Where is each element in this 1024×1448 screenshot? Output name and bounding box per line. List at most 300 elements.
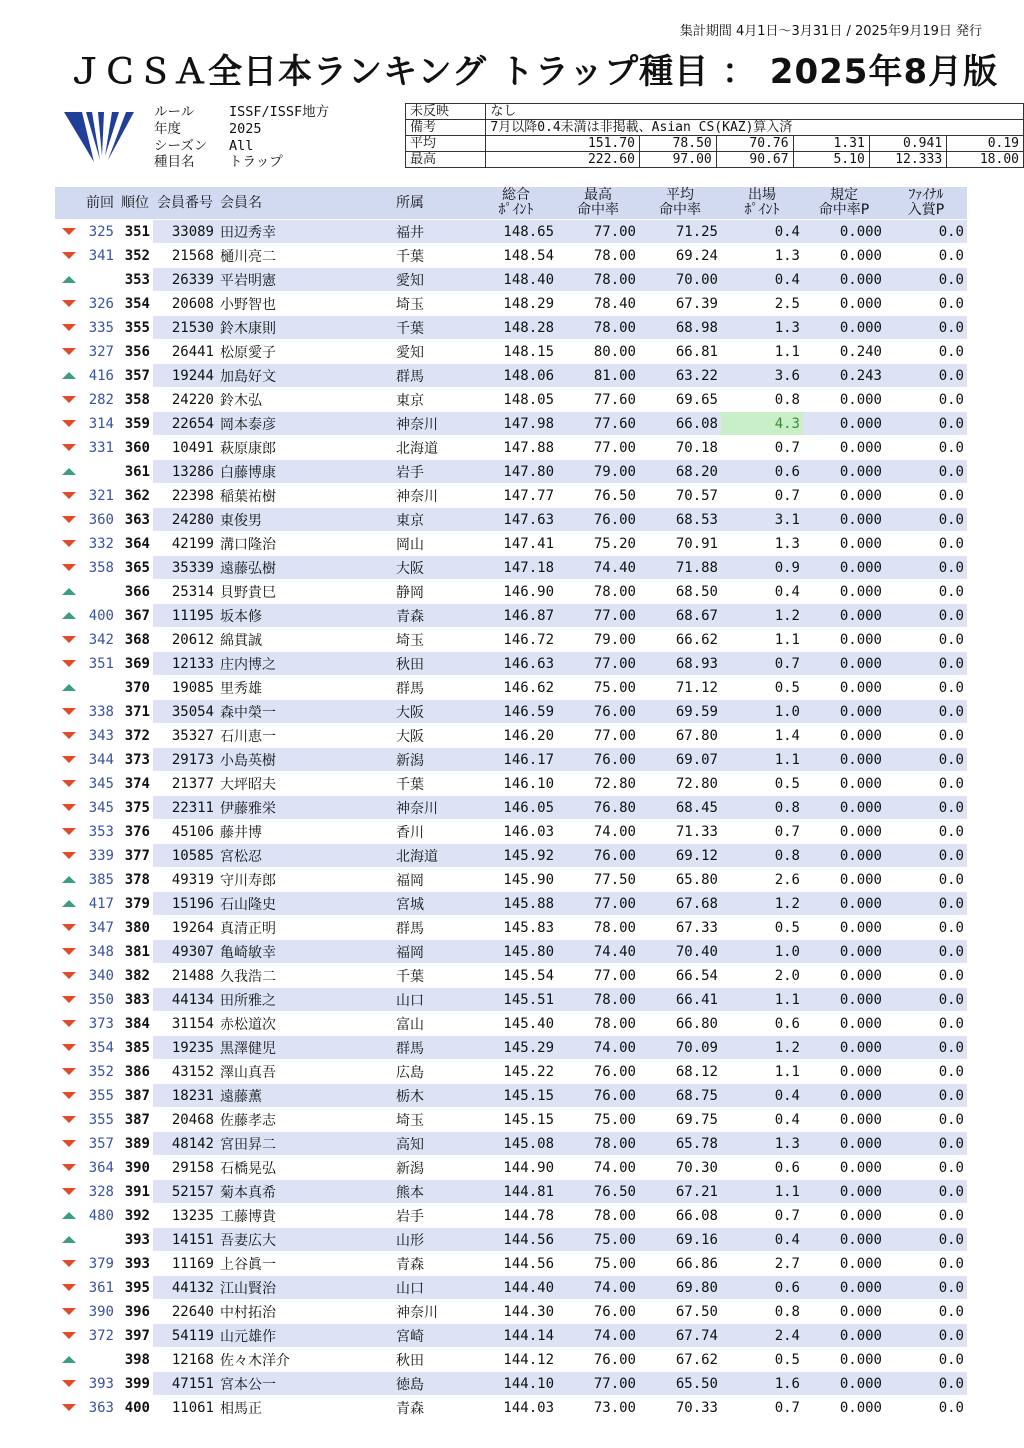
- prev-rank: [83, 460, 117, 484]
- entry-points: 1.0: [721, 940, 803, 964]
- prev-rank: 373: [83, 1012, 117, 1036]
- best-rate: 81.00: [557, 364, 639, 388]
- member-name: 江山賢治: [217, 1276, 393, 1300]
- best-rate: 72.80: [557, 772, 639, 796]
- member-name: 澤山真吾: [217, 1060, 393, 1084]
- rank: 373: [117, 748, 153, 772]
- prefecture: 埼玉: [393, 292, 475, 316]
- max-value: 222.60: [486, 152, 640, 168]
- member-id: 33089: [153, 220, 217, 244]
- prev-rank: 340: [83, 964, 117, 988]
- rank: 395: [117, 1276, 153, 1300]
- final-points: 0.0: [885, 724, 967, 748]
- prev-rank: [83, 268, 117, 292]
- final-points: 0.0: [885, 1348, 967, 1372]
- avg-rate: 67.74: [639, 1324, 721, 1348]
- table-row: [55, 1036, 967, 1060]
- final-points: 0.0: [885, 1060, 967, 1084]
- avg-rate: 69.24: [639, 244, 721, 268]
- trend-down-icon: [55, 1060, 83, 1084]
- entry-points: 2.0: [721, 964, 803, 988]
- standard-rate-points: 0.000: [803, 268, 885, 292]
- prev-rank: 345: [83, 772, 117, 796]
- rank: 366: [117, 580, 153, 604]
- member-id: 35054: [153, 700, 217, 724]
- prev-rank: 339: [83, 844, 117, 868]
- col-name: 会員名: [217, 187, 393, 220]
- avg-value: 151.70: [486, 136, 640, 152]
- standard-rate-points: 0.000: [803, 244, 885, 268]
- total-points: 146.63: [475, 652, 557, 676]
- meta-key: 年度: [154, 120, 181, 137]
- member-id: 11169: [153, 1252, 217, 1276]
- member-name: 坂本修: [217, 604, 393, 628]
- table-row: [55, 532, 967, 556]
- standard-rate-points: 0.000: [803, 1372, 885, 1396]
- trend-down-icon: [55, 316, 83, 340]
- trend-down-icon: [55, 844, 83, 868]
- best-rate: 79.00: [557, 628, 639, 652]
- max-value: 90.67: [716, 152, 793, 168]
- table-row: [55, 1300, 967, 1324]
- total-points: 144.78: [475, 1204, 557, 1228]
- table-row: [55, 868, 967, 892]
- entry-points: 0.8: [721, 1300, 803, 1324]
- member-name: 大坪昭夫: [217, 772, 393, 796]
- rank: 367: [117, 604, 153, 628]
- prefecture: 静岡: [393, 580, 475, 604]
- rank: 398: [117, 1348, 153, 1372]
- final-points: 0.0: [885, 1012, 967, 1036]
- best-rate: 77.60: [557, 412, 639, 436]
- meta-value: All: [229, 137, 254, 154]
- total-points: 146.59: [475, 700, 557, 724]
- total-points: 148.65: [475, 220, 557, 244]
- rank: 368: [117, 628, 153, 652]
- prefecture: 富山: [393, 1012, 475, 1036]
- member-name: 平岩明憲: [217, 268, 393, 292]
- trend-down-icon: [55, 964, 83, 988]
- best-rate: 77.00: [557, 724, 639, 748]
- rank: 355: [117, 316, 153, 340]
- member-id: 21530: [153, 316, 217, 340]
- final-points: 0.0: [885, 1372, 967, 1396]
- standard-rate-points: 0.000: [803, 916, 885, 940]
- final-points: 0.0: [885, 436, 967, 460]
- col-prev: 前回: [83, 187, 117, 220]
- prev-rank: 338: [83, 700, 117, 724]
- member-id: 22654: [153, 412, 217, 436]
- final-points: 0.0: [885, 1396, 967, 1420]
- member-id: 49319: [153, 868, 217, 892]
- best-rate: 74.00: [557, 1156, 639, 1180]
- trend-down-icon: [55, 1036, 83, 1060]
- member-name: 森中榮一: [217, 700, 393, 724]
- entry-points: 2.7: [721, 1252, 803, 1276]
- prev-rank: 351: [83, 652, 117, 676]
- member-id: 29173: [153, 748, 217, 772]
- avg-rate: 69.59: [639, 700, 721, 724]
- entry-points: 1.3: [721, 316, 803, 340]
- final-points: 0.0: [885, 1300, 967, 1324]
- member-id: 21377: [153, 772, 217, 796]
- member-id: 48142: [153, 1132, 217, 1156]
- best-rate: 74.00: [557, 1276, 639, 1300]
- best-rate: 78.00: [557, 580, 639, 604]
- avg-value: 0.19: [947, 136, 1024, 152]
- member-name: 石川恵一: [217, 724, 393, 748]
- best-rate: 78.00: [557, 268, 639, 292]
- trend-down-icon: [55, 1252, 83, 1276]
- prefecture: 東京: [393, 508, 475, 532]
- avg-rate: 69.75: [639, 1108, 721, 1132]
- best-rate: 76.00: [557, 508, 639, 532]
- standard-rate-points: 0.000: [803, 1060, 885, 1084]
- final-points: 0.0: [885, 772, 967, 796]
- entry-points: 0.7: [721, 820, 803, 844]
- member-name: 加島好文: [217, 364, 393, 388]
- member-name: 中村拓治: [217, 1300, 393, 1324]
- meta-row: [154, 121, 329, 138]
- entry-points: 4.3: [721, 412, 803, 436]
- prev-rank: 355: [83, 1084, 117, 1108]
- standard-rate-points: 0.000: [803, 652, 885, 676]
- member-id: 35327: [153, 724, 217, 748]
- total-points: 145.08: [475, 1132, 557, 1156]
- final-points: 0.0: [885, 1156, 967, 1180]
- total-points: 145.80: [475, 940, 557, 964]
- member-id: 18231: [153, 1084, 217, 1108]
- final-points: 0.0: [885, 868, 967, 892]
- prefecture: 宮城: [393, 892, 475, 916]
- member-id: 12133: [153, 652, 217, 676]
- prefecture: 愛知: [393, 340, 475, 364]
- prev-rank: 417: [83, 892, 117, 916]
- trend-down-icon: [55, 244, 83, 268]
- trend-down-icon: [55, 1276, 83, 1300]
- total-points: 145.88: [475, 892, 557, 916]
- trend-down-icon: [55, 724, 83, 748]
- standard-rate-points: 0.000: [803, 1084, 885, 1108]
- rank: 397: [117, 1324, 153, 1348]
- prefecture: 北海道: [393, 436, 475, 460]
- meta-key: シーズン: [154, 137, 208, 154]
- standard-rate-points: 0.000: [803, 772, 885, 796]
- total-points: 148.28: [475, 316, 557, 340]
- final-points: 0.0: [885, 1324, 967, 1348]
- member-id: 15196: [153, 892, 217, 916]
- table-row: [55, 1060, 967, 1084]
- standard-rate-points: 0.000: [803, 700, 885, 724]
- table-row: [55, 1228, 967, 1252]
- total-points: 145.90: [475, 868, 557, 892]
- table-row: [55, 964, 967, 988]
- prev-rank: 361: [83, 1276, 117, 1300]
- member-name: 宮田昇二: [217, 1132, 393, 1156]
- prev-rank: 354: [83, 1036, 117, 1060]
- final-points: 0.0: [885, 1108, 967, 1132]
- prev-rank: 350: [83, 988, 117, 1012]
- table-row: [55, 1156, 967, 1180]
- member-id: 25314: [153, 580, 217, 604]
- final-points: 0.0: [885, 604, 967, 628]
- trend-down-icon: [55, 412, 83, 436]
- trend-up-icon: [55, 604, 83, 628]
- best-rate: 78.40: [557, 292, 639, 316]
- entry-points: 0.7: [721, 1396, 803, 1420]
- col-trend: [55, 187, 83, 220]
- best-rate: 73.00: [557, 1396, 639, 1420]
- final-points: 0.0: [885, 652, 967, 676]
- trend-down-icon: [55, 1324, 83, 1348]
- avg-rate: 71.33: [639, 820, 721, 844]
- standard-rate-points: 0.000: [803, 724, 885, 748]
- avg-rate: 70.30: [639, 1156, 721, 1180]
- entry-points: 1.3: [721, 244, 803, 268]
- avg-rate: 66.86: [639, 1252, 721, 1276]
- total-points: 146.62: [475, 676, 557, 700]
- best-rate: 74.00: [557, 1324, 639, 1348]
- entry-points: 3.6: [721, 364, 803, 388]
- total-points: 145.15: [475, 1084, 557, 1108]
- final-points: 0.0: [885, 676, 967, 700]
- entry-points: 1.3: [721, 1132, 803, 1156]
- table-row: [55, 748, 967, 772]
- rank: 377: [117, 844, 153, 868]
- avg-rate: 70.00: [639, 268, 721, 292]
- trend-down-icon: [55, 748, 83, 772]
- trend-down-icon: [55, 388, 83, 412]
- avg-rate: 70.33: [639, 1396, 721, 1420]
- meta-info: [154, 104, 329, 171]
- prefecture: 群馬: [393, 676, 475, 700]
- prev-rank: 347: [83, 916, 117, 940]
- member-id: 52157: [153, 1180, 217, 1204]
- rank: 376: [117, 820, 153, 844]
- total-points: 146.87: [475, 604, 557, 628]
- best-rate: 76.00: [557, 1300, 639, 1324]
- avg-rate: 69.80: [639, 1276, 721, 1300]
- table-row: [55, 700, 967, 724]
- total-points: 146.10: [475, 772, 557, 796]
- best-rate: 75.00: [557, 676, 639, 700]
- prefecture: 徳島: [393, 1372, 475, 1396]
- prefecture: 宮崎: [393, 1324, 475, 1348]
- standard-rate-points: 0.000: [803, 1036, 885, 1060]
- total-points: 147.98: [475, 412, 557, 436]
- rank: 372: [117, 724, 153, 748]
- total-points: 144.10: [475, 1372, 557, 1396]
- jcsa-logo-icon: [62, 110, 140, 166]
- prefecture: 埼玉: [393, 628, 475, 652]
- avg-rate: 68.75: [639, 1084, 721, 1108]
- max-label: 最高: [406, 152, 486, 168]
- standard-rate-points: 0.000: [803, 556, 885, 580]
- prefecture: 群馬: [393, 916, 475, 940]
- rank: 378: [117, 868, 153, 892]
- standard-rate-points: 0.000: [803, 436, 885, 460]
- table-row: [55, 268, 967, 292]
- table-row: [55, 580, 967, 604]
- meta-value: ISSF/ISSF地方: [229, 104, 330, 120]
- prev-rank: 348: [83, 940, 117, 964]
- best-rate: 75.00: [557, 1108, 639, 1132]
- best-rate: 79.00: [557, 460, 639, 484]
- entry-points: 0.7: [721, 652, 803, 676]
- final-points: 0.0: [885, 916, 967, 940]
- avg-rate: 65.50: [639, 1372, 721, 1396]
- avg-rate: 68.67: [639, 604, 721, 628]
- member-name: 鈴木弘: [217, 388, 393, 412]
- avg-rate: 71.25: [639, 220, 721, 244]
- prev-rank: 342: [83, 628, 117, 652]
- entry-points: 0.6: [721, 1156, 803, 1180]
- meta-row: [154, 154, 329, 171]
- total-points: 148.54: [475, 244, 557, 268]
- total-points: 147.77: [475, 484, 557, 508]
- prefecture: 山口: [393, 988, 475, 1012]
- member-id: 26339: [153, 268, 217, 292]
- best-rate: 75.00: [557, 1228, 639, 1252]
- standard-rate-points: 0.000: [803, 604, 885, 628]
- member-name: 守川寿郎: [217, 868, 393, 892]
- final-points: 0.0: [885, 412, 967, 436]
- total-points: 148.29: [475, 292, 557, 316]
- prefecture: 神奈川: [393, 412, 475, 436]
- trend-down-icon: [55, 1108, 83, 1132]
- member-name: 吾妻広大: [217, 1228, 393, 1252]
- member-id: 42199: [153, 532, 217, 556]
- final-points: 0.0: [885, 748, 967, 772]
- member-name: 佐々木洋介: [217, 1348, 393, 1372]
- avg-rate: 69.07: [639, 748, 721, 772]
- total-points: 144.90: [475, 1156, 557, 1180]
- meta-value: 2025: [229, 120, 262, 137]
- member-name: 里秀雄: [217, 676, 393, 700]
- entry-points: 2.5: [721, 292, 803, 316]
- standard-rate-points: 0.000: [803, 1228, 885, 1252]
- unreflected-value: なし: [486, 104, 1024, 120]
- prev-rank: 390: [83, 1300, 117, 1324]
- best-rate: 78.00: [557, 1132, 639, 1156]
- standard-rate-points: 0.000: [803, 1108, 885, 1132]
- member-name: 遠藤薫: [217, 1084, 393, 1108]
- final-points: 0.0: [885, 844, 967, 868]
- table-row: [55, 292, 967, 316]
- best-rate: 78.00: [557, 916, 639, 940]
- best-rate: 76.00: [557, 1348, 639, 1372]
- total-points: 144.40: [475, 1276, 557, 1300]
- best-rate: 74.00: [557, 820, 639, 844]
- max-value: 5.10: [793, 152, 869, 168]
- final-points: 0.0: [885, 1252, 967, 1276]
- avg-rate: 67.62: [639, 1348, 721, 1372]
- prev-rank: 345: [83, 796, 117, 820]
- standard-rate-points: 0.000: [803, 1252, 885, 1276]
- entry-points: 1.0: [721, 700, 803, 724]
- trend-down-icon: [55, 508, 83, 532]
- avg-rate: 70.57: [639, 484, 721, 508]
- entry-points: 1.1: [721, 1060, 803, 1084]
- prefecture: 青森: [393, 1252, 475, 1276]
- standard-rate-points: 0.000: [803, 412, 885, 436]
- entry-points: 0.4: [721, 220, 803, 244]
- prefecture: 秋田: [393, 652, 475, 676]
- standard-rate-points: 0.000: [803, 388, 885, 412]
- prefecture: 青森: [393, 604, 475, 628]
- prev-rank: 352: [83, 1060, 117, 1084]
- member-id: 43152: [153, 1060, 217, 1084]
- table-row: [55, 508, 967, 532]
- avg-rate: 67.21: [639, 1180, 721, 1204]
- prefecture: 岡山: [393, 532, 475, 556]
- trend-down-icon: [55, 652, 83, 676]
- col-avg: 平均 命中率: [639, 187, 721, 220]
- best-rate: 77.00: [557, 604, 639, 628]
- member-id: 26441: [153, 340, 217, 364]
- prev-rank: [83, 580, 117, 604]
- member-id: 21568: [153, 244, 217, 268]
- rank: 353: [117, 268, 153, 292]
- standard-rate-points: 0.000: [803, 580, 885, 604]
- total-points: 145.83: [475, 916, 557, 940]
- member-name: 小島英樹: [217, 748, 393, 772]
- prev-rank: 343: [83, 724, 117, 748]
- avg-rate: 68.98: [639, 316, 721, 340]
- member-name: 遠藤弘樹: [217, 556, 393, 580]
- rank: 399: [117, 1372, 153, 1396]
- standard-rate-points: 0.000: [803, 1012, 885, 1036]
- member-id: 19264: [153, 916, 217, 940]
- entry-points: 1.3: [721, 532, 803, 556]
- max-value: 18.00: [947, 152, 1024, 168]
- standard-rate-points: 0.000: [803, 1324, 885, 1348]
- prefecture: 福井: [393, 220, 475, 244]
- rank: 362: [117, 484, 153, 508]
- avg-rate: 67.68: [639, 892, 721, 916]
- member-id: 20608: [153, 292, 217, 316]
- rank: 381: [117, 940, 153, 964]
- col-total: 総合 ﾎﾟｲﾝﾄ: [475, 187, 557, 220]
- col-best: 最高 命中率: [557, 187, 639, 220]
- avg-rate: 70.18: [639, 436, 721, 460]
- avg-rate: 70.09: [639, 1036, 721, 1060]
- final-points: 0.0: [885, 700, 967, 724]
- standard-rate-points: 0.000: [803, 1300, 885, 1324]
- final-points: 0.0: [885, 1276, 967, 1300]
- total-points: 145.22: [475, 1060, 557, 1084]
- table-row: [55, 1396, 967, 1420]
- trend-down-icon: [55, 820, 83, 844]
- entry-points: 1.1: [721, 988, 803, 1012]
- member-id: 22640: [153, 1300, 217, 1324]
- rank: 383: [117, 988, 153, 1012]
- member-id: 12168: [153, 1348, 217, 1372]
- trend-up-icon: [55, 676, 83, 700]
- trend-up-icon: [55, 460, 83, 484]
- prefecture: 岩手: [393, 460, 475, 484]
- table-row: [55, 844, 967, 868]
- prefecture: 千葉: [393, 316, 475, 340]
- standard-rate-points: 0.000: [803, 292, 885, 316]
- best-rate: 77.00: [557, 964, 639, 988]
- avg-rate: 66.81: [639, 340, 721, 364]
- total-points: 145.15: [475, 1108, 557, 1132]
- best-rate: 77.60: [557, 388, 639, 412]
- entry-points: 1.2: [721, 1036, 803, 1060]
- table-row: [55, 892, 967, 916]
- member-id: 35339: [153, 556, 217, 580]
